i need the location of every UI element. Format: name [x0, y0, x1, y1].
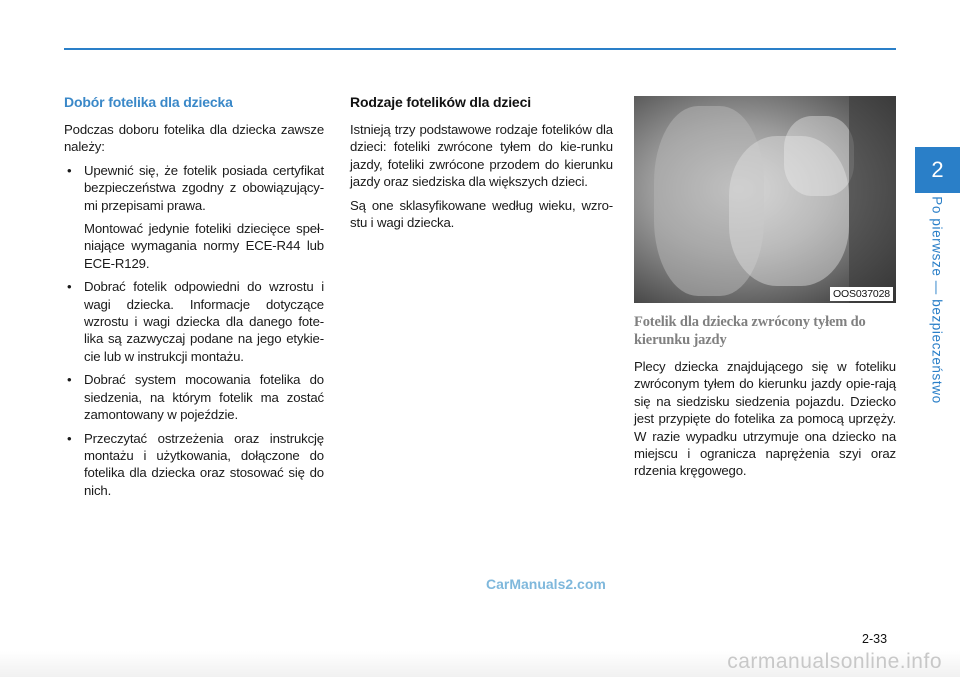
classification-paragraph: Są one sklasyfikowane według wieku, wzro-stu i wagi dziecka.	[350, 197, 613, 231]
photo-caption: Fotelik dla dziecka zwrócony tyłem do kierunku jazdy	[634, 314, 866, 348]
heading-child-seat-selection: Dobór fotelika dla dziecka	[64, 94, 233, 110]
column-child-seat-types	[350, 93, 613, 237]
list-item	[64, 162, 324, 272]
bullet-icon: •	[67, 279, 72, 295]
headrest-shape	[784, 116, 854, 196]
rear-facing-paragraph: Plecy dziecka znajdującego się w foteliku zwróconym tyłem do kierunku jazdy opie-rają się na siedzisku siedzenia pojazdu. Dziecko jest przypięte do fotelika za pomocą uprzęży. W razie wypadku utrzymuje ona dziecko na miejscu i ogranicza naprężenia szyi oraz rdzenia kręgowego.	[634, 359, 896, 479]
types-paragraph: Istnieją trzy podstawowe rodzaje fotelików dla dzieci: foteliki zwrócone tyłem do kie-runku jazdy, foteliki zwrócone przodem do kierunku jazdy oraz siedziska dla większych dzieci.	[350, 122, 613, 190]
intro-paragraph: Podczas doboru fotelika dla dziecka zawsze należy:	[64, 122, 324, 155]
footer-watermark: carmanualsonline.info	[727, 650, 942, 673]
page-number: 2-33	[862, 632, 888, 646]
top-rule	[64, 48, 896, 50]
list-item	[64, 278, 324, 365]
list-item	[64, 430, 324, 500]
photo-code: OOS037028	[830, 287, 893, 301]
list-item-text: Upewnić się, że fotelik posiada certyfikat bezpieczeństwa zgodny z obowiązujący-mi przepisami prawa.	[84, 162, 324, 213]
chapter-tab: 2	[915, 147, 960, 193]
bullet-icon: •	[67, 372, 72, 388]
list-item-text: Dobrać system mocowania fotelika do siedzenia, na którym fotelik ma zostać zamontowany w pojeździe.	[84, 372, 324, 423]
bullet-icon: •	[67, 430, 72, 446]
column-child-seat-selection	[64, 93, 324, 505]
rear-facing-seat-photo	[634, 96, 896, 303]
door-pillar-shape	[849, 96, 896, 303]
list-item	[64, 371, 324, 423]
heading-child-seat-types: Rodzaje fotelików dla dzieci	[350, 94, 531, 110]
list-item-text: Przeczytać ostrzeżenia oraz instrukcję montażu i użytkowania, dołączone do fotelika dla dziecka oraz stosować się do nich.	[84, 430, 324, 498]
list-item-text: Dobrać fotelik odpowiedni do wzrostu i wagi dziecka. Informacje dotyczące wzrostu i wagi dziecka dla danego fote-lika są zazwyczaj podane na jego etykie-cie lub w instrukcji montażu.	[84, 279, 324, 364]
watermark-link[interactable]: CarManuals2.com	[486, 576, 606, 592]
bullet-icon: •	[67, 162, 72, 178]
column-rear-facing-seat	[634, 96, 896, 486]
chapter-title: Po pierwsze — bezpieczeństwo	[929, 196, 945, 404]
list-item-subtext: Montować jedynie foteliki dziecięce speł-niające wymagania normy ECE-R44 lub ECE-R129.	[84, 221, 324, 271]
selection-bullet-list	[64, 162, 324, 499]
